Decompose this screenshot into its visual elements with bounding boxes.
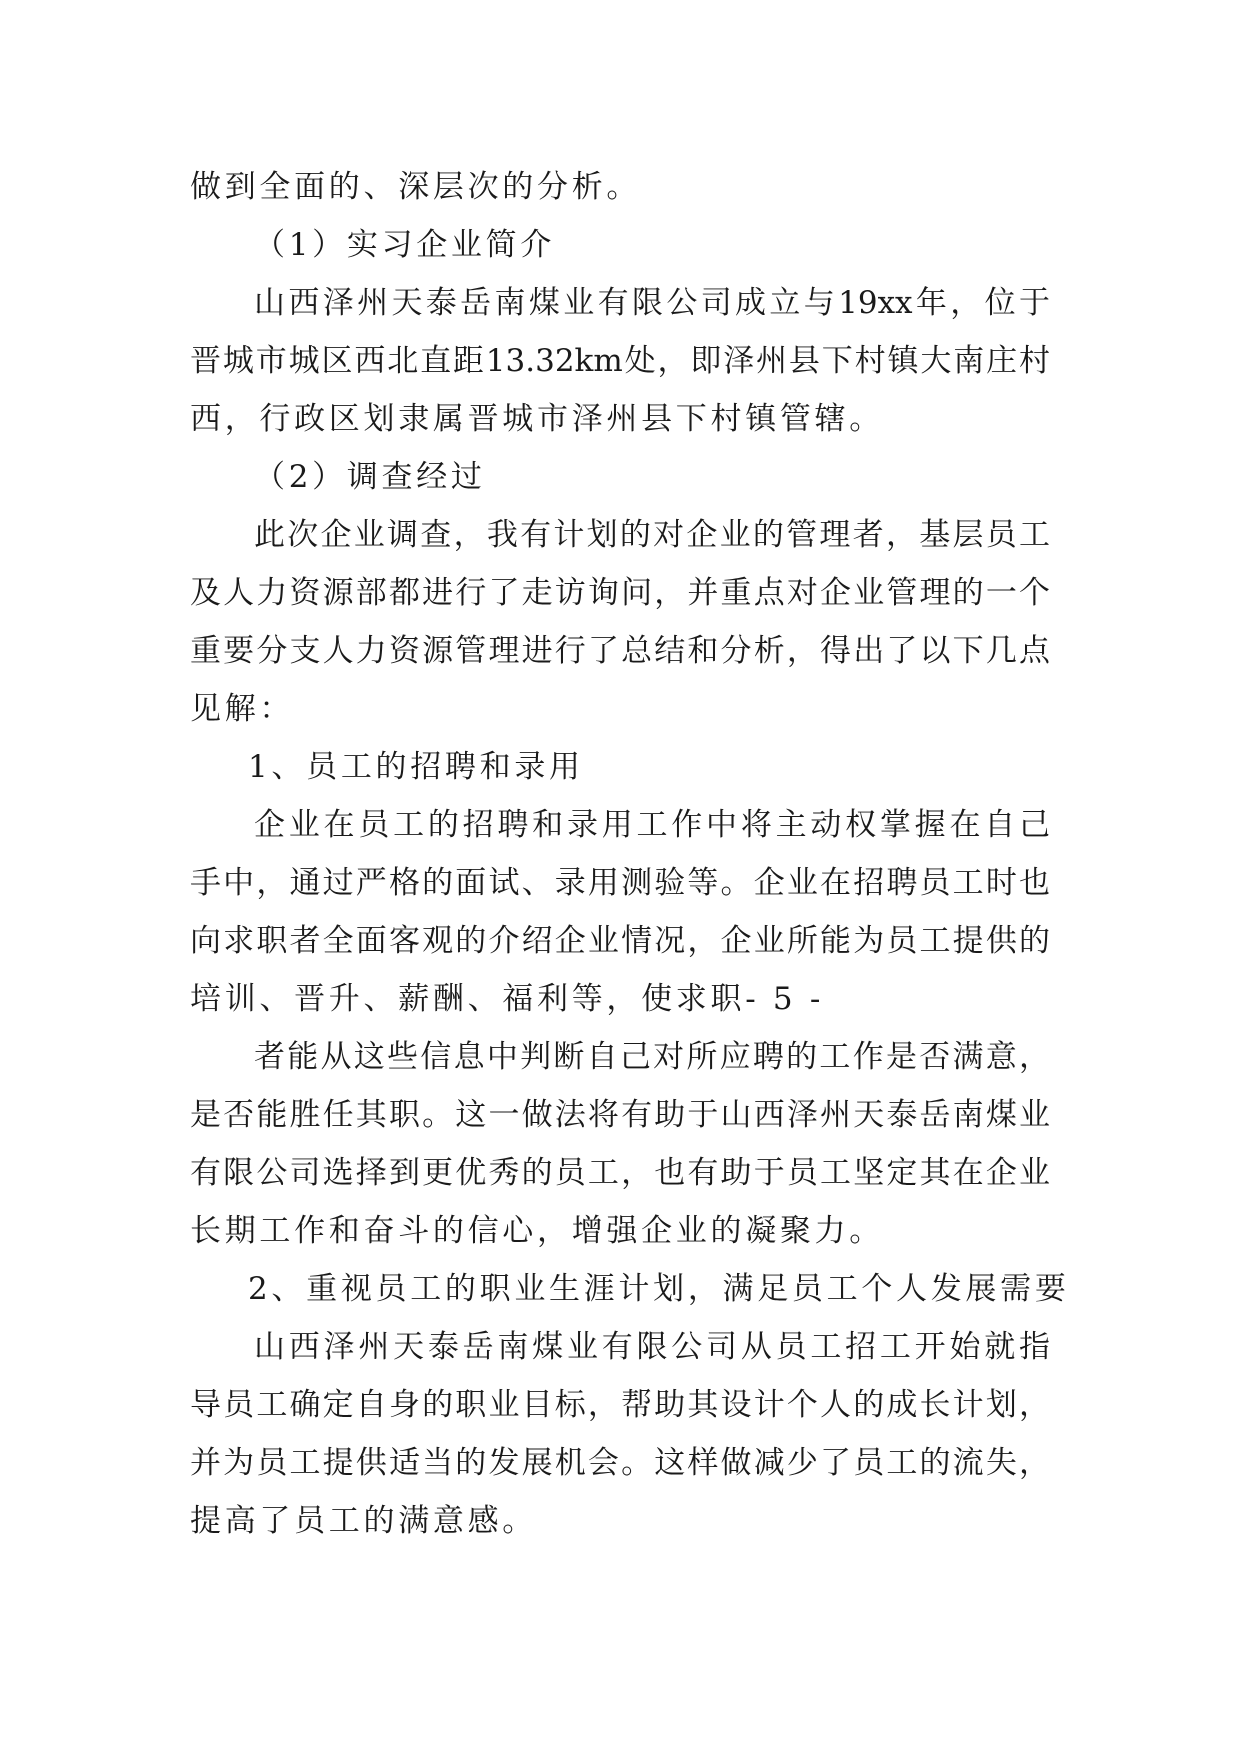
section-heading-survey-process: （2）调查经过 (254, 459, 486, 495)
text-line: 者能从这些信息中判断自己对所应聘的工作是否满意， (254, 1039, 1050, 1075)
text-line: 重要分支人力资源管理进行了总结和分析，得出了以下几点 (190, 633, 1050, 669)
subsection-heading-recruitment: 1、员工的招聘和录用 (248, 749, 584, 785)
text-line: 见解： (190, 691, 295, 727)
text-line: 有限公司选择到更优秀的员工，也有助于员工坚定其在企业 (190, 1155, 1050, 1191)
text-line: 手中，通过严格的面试、录用测验等。企业在招聘员工时也 (190, 865, 1050, 901)
section-heading-company-intro: （1）实习企业简介 (254, 227, 556, 263)
text-line: 山西泽州天泰岳南煤业有限公司从员工招工开始就指 (254, 1329, 1050, 1365)
text-line: 导员工确定自身的职业目标，帮助其设计个人的成长计划， (190, 1387, 1050, 1423)
text-line-with-page-number: 培训、晋升、薪酬、福利等，使求职- 5 - (190, 981, 825, 1017)
text-line: 并为员工提供适当的发展机会。这样做减少了员工的流失， (190, 1445, 1050, 1481)
text-line: 企业在员工的招聘和录用工作中将主动权掌握在自己 (254, 807, 1050, 843)
text-line: 是否能胜任其职。这一做法将有助于山西泽州天泰岳南煤业 (190, 1097, 1050, 1133)
text-line: 提高了员工的满意感。 (190, 1503, 537, 1539)
text-line: 长期工作和奋斗的信心，增强企业的凝聚力。 (190, 1213, 884, 1249)
text-line: 晋城市城区西北直距13.32km处，即泽州县下村镇大南庄村 (190, 343, 1050, 379)
text-line: 西，行政区划隶属晋城市泽州县下村镇管辖。 (190, 401, 884, 437)
text-line: 山西泽州天泰岳南煤业有限公司成立与19xx年，位于 (254, 285, 1050, 321)
text-line: 及人力资源部都进行了走访询问，并重点对企业管理的一个 (190, 575, 1050, 611)
text-line: 做到全面的、深层次的分析。 (190, 169, 642, 205)
text-line: 向求职者全面客观的介绍企业情况，企业所能为员工提供的 (190, 923, 1050, 959)
subsection-heading-career-planning: 2、重视员工的职业生涯计划，满足员工个人发展需要 (248, 1271, 1070, 1307)
text-line: 此次企业调查，我有计划的对企业的管理者，基层员工 (254, 517, 1050, 553)
